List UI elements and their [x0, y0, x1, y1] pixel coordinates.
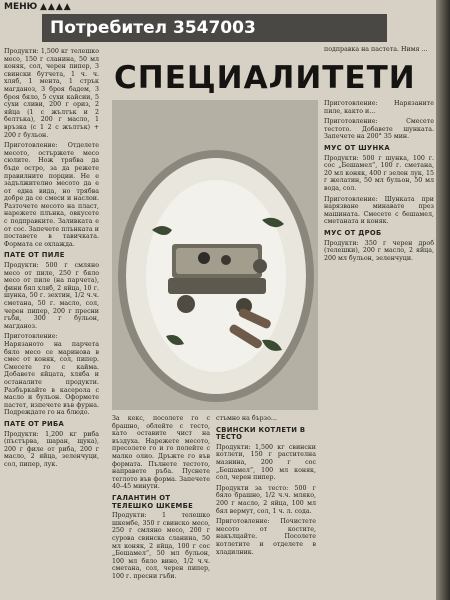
- paragraph: Продукти за тесто: 500 г бяло брашно, 1/2 ч.ч. мляко, 200 г масло, 2 яйца, 100 мл бял вермут, сол, 1 ч. л. сода.: [216, 484, 316, 515]
- column-3: [216, 415, 316, 559]
- paragraph: Продукти: 1,500 кг свински котлети, 150 г растителна мазнина, 200 г сос „Бешамел“, 100 мл коняк, сол, черен пипер.: [216, 443, 316, 482]
- recipe-heading: МУС ОТ ДРОБ: [324, 228, 382, 237]
- paragraph: Приготовление: Нарязаните пиле, както и...: [324, 100, 434, 115]
- column-2: [112, 415, 210, 583]
- user-watermark: Потребител 3547003: [42, 14, 387, 42]
- pate-platter-image: [112, 100, 318, 410]
- paragraph: Приготовление: Нарязаното на парчета бяло месо се маринова в смес от коняк, сол, пипер. Смесете го с кайма. Добавете яйцата, хляба и останалите продукти. Разбъркайте в касерола с масло и бульон. Оформете пастет, изпечете във фурна. Подреждате го на блюдо.: [4, 333, 99, 417]
- column-4: [324, 100, 434, 265]
- recipe-heading: МУС ОТ ШУНКА: [324, 143, 390, 152]
- paragraph: Продукти: 1 телешко шкембе, 350 г свинско месо, 250 г смляно месо, 200 г сурова свинска сланина, 50 мл коняк, 2 яйца, 100 г сос „Бешамел“, 50 мл бульон, 100 мл бяло вино, 1/2 ч.ч. сметана, сол, черен пипер, 100 г. пресни гъби.: [112, 512, 210, 580]
- paragraph: Продукти: 1,500 кг телешко месо, 150 г сланина, 50 мл коняк, сол, черен пипер, 3 свински бутчета, 1 ч. ч. хляб, 1 мента, 1 стрък магданоз, 3 броя бадем, 3 броя бяло, 5 сухи кайсии, 5 сухи сливи, 200 г ориз, 2 яйца (1 с жълтък и 2 белтъка), 200 г масло, 1 връзка (с 1 2 с жълтък) + 200 г бульон.: [4, 48, 99, 139]
- paragraph: Приготовление: Смесете тестото. Добавете шунката. Запечете на 200° 35 мин.: [324, 118, 434, 141]
- paragraph: стъмно на бързо...: [216, 415, 277, 422]
- paragraph: подправка на пастета. Нимя ...: [324, 46, 428, 53]
- section-label: МЕНЮ: [4, 2, 38, 12]
- paragraph: Продукти: 350 г черен дроб (телешки), 200 г масло, 2 яйца, 200 мл бульон, зеленчуци.: [324, 239, 434, 262]
- dish-photo: [112, 100, 318, 410]
- paragraph: Продукти: 1,200 кг риба (пъстърва, шаран, щука), 200 г филе от риба, 200 г масло, 2 яйца, зеленчуци, сол, пипер, лук.: [4, 430, 99, 468]
- recipe-heading: ГАЛАНТИН ОТ ТЕЛЕШКО ШКЕМБЕ: [112, 493, 194, 510]
- column-1: [4, 48, 99, 471]
- paragraph: Продукти: 500 г шунка, 100 г. сос „Бешамел“, 100 г. сметана, 20 мл коняк, 400 г зелен лук, 15 г желатин, 50 мл бульон, 50 мл вода, сол.: [324, 154, 434, 192]
- paragraph: Приготовление: Почистете месото от костите, накълцайте. Посолете котлетите и отделете в хладилник.: [216, 518, 316, 556]
- recipe-heading: СВИНСКИ КОТЛЕТИ В ТЕСТО: [216, 425, 306, 442]
- paragraph: Приготовление: Отделете месото, остържете месо сюлите. Нож трябва да бъде остро, за да режете правилните порции. Не е задължително месото да е от една вида, но трябва добре да се смеси и наслои. Разточете месото на пласт, нарежете плънка, овкусете с подправките. Заливката е от сос. Запечете плънката и поставете в тавичката. Формата се охлажда.: [4, 142, 99, 248]
- column-4-intro: [324, 46, 434, 57]
- paragraph: За кекс, посолете го с брашно, облейте с тесто, като оставите чист на въздуха. Нарежете месото, пресолете го и го полейте с малко олио. Дръжте го във формата. Пълнете тестото, направете ръба. Пуснете теглото във форма. Запечете 40–45 минути.: [112, 415, 210, 491]
- page-title: СПЕЦИАЛИТЕТИ: [114, 60, 416, 96]
- section-marks: ▲▲▲▲: [40, 2, 72, 12]
- paragraph: Приготовление: Шунката при нарязване минавате през машината. Смесете с бешамел, сметаната и коняк.: [324, 195, 434, 226]
- page-spine: [436, 0, 450, 600]
- recipe-heading: ПАТЕ ОТ ПИЛЕ: [4, 251, 65, 260]
- recipe-heading: ПАТЕ ОТ РИБА: [4, 419, 65, 428]
- paragraph: Продукти: 500 г смляно месо от пиле, 250 г бяло месо от пиле (на парчета), фини бял хляб, 2 яйца, 10 г. шунка, 50 г. зехтин, 1/2 ч.ч. сметана, 50 г. масло, сол, черен пипер, 200 г пресни гъби, 300 г бульон, магданоз.: [4, 262, 99, 330]
